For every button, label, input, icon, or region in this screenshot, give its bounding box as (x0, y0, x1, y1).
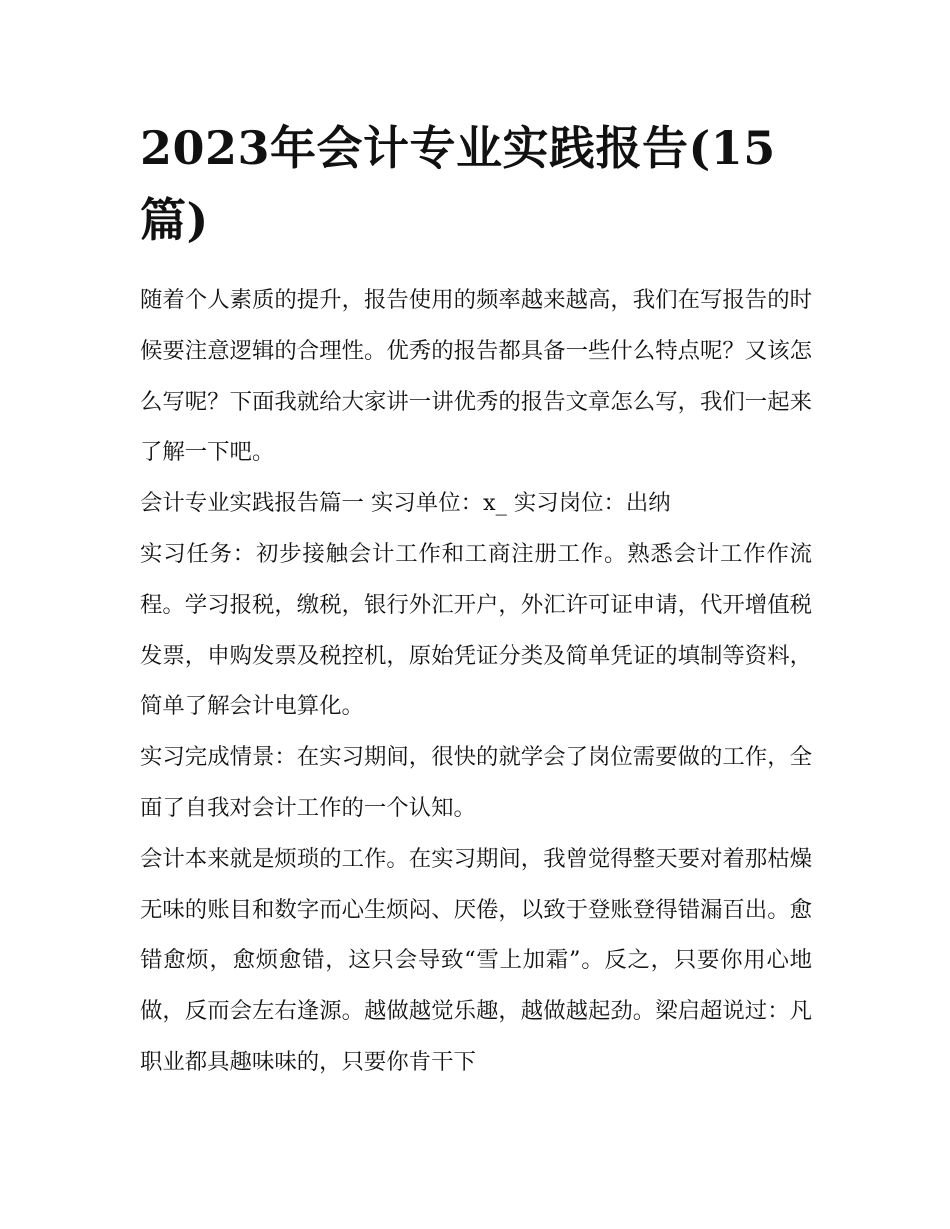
internship-info-line: 会计专业实践报告篇一 实习单位：x_ 实习岗位：出纳 (140, 490, 671, 517)
reflection-paragraph: 会计本来就是烦琐的工作。在实习期间，我曾觉得整天要对着那枯燥无味的账目和数字而心生烦闷、厌倦，以致于登账登得错漏百出。愈错愈烦，愈烦愈错，这只会导致“雪上加霜”。反之，只要你用心地做，反而会左右逢源。越做越觉乐趣，越做越起劲。梁启超说过：凡职业都具趣味味的，只要你肯干下 (140, 845, 812, 1075)
document-body (140, 275, 812, 1088)
intro-paragraph: 随着个人素质的提升，报告使用的频率越来越高，我们在写报告的时候要注意逻辑的合理性。优秀的报告都具备一些什么特点呢？又该怎么写呢？下面我就给大家讲一讲优秀的报告文章怎么写，我们一起来了解一下吧。 (140, 287, 812, 466)
document-title: 2023年会计专业实践报告(15篇) (140, 121, 776, 247)
completion-paragraph: 实习完成情景：在实习期间，很快的就学会了岗位需要做的工作，全面了自我对会计工作的一个认知。 (140, 744, 812, 821)
internship-tasks-paragraph: 实习任务：初步接触会计工作和工商注册工作。熟悉会计工作作流程。学习报税，缴税，银行外汇开户，外汇许可证申请，代开增值税发票，申购发票及税控机，原始凭证分类及简单凭证的填制等资料，简单了解会计电算化。 (140, 540, 812, 720)
